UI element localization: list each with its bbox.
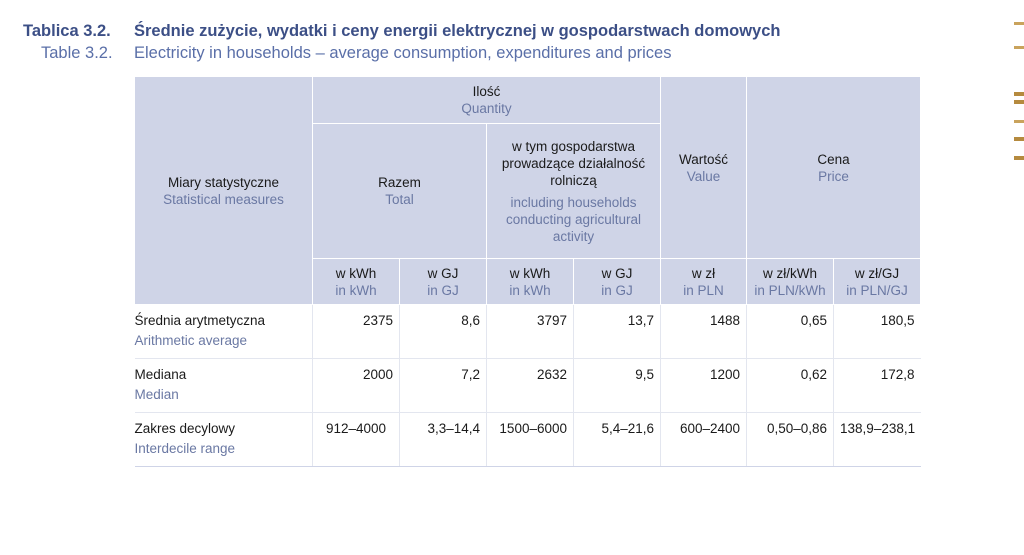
table-cell: 13,7: [574, 305, 661, 359]
unit-header: [400, 259, 487, 305]
unit-header: [834, 259, 921, 305]
unit-en: in PLN/kWh: [754, 282, 826, 298]
table-caption-en: Electricity in households – average consumption, expenditures and prices: [134, 44, 672, 62]
table-cell: 0,50–0,86: [747, 413, 834, 467]
header-farm-households: [487, 124, 661, 259]
table-cell: 2000: [313, 359, 400, 413]
header-price: [747, 77, 921, 259]
unit-pl: w zł/GJ: [854, 265, 900, 281]
header-price-en: Price: [818, 168, 849, 184]
unit-en: in GJ: [427, 282, 459, 298]
unit-pl: w kWh: [509, 265, 551, 281]
header-farm-pl: w tym gospodarstwa prowadzące działalność rolniczą: [501, 138, 646, 188]
table-row: [135, 305, 921, 359]
header-measures-pl: Miary statystyczne: [167, 174, 280, 190]
side-tab-marker: [1014, 92, 1024, 96]
side-tab-marker: [1014, 120, 1024, 123]
unit-header: [313, 259, 400, 305]
table-cell: 9,5: [574, 359, 661, 413]
header-total-en: Total: [385, 192, 414, 207]
row-label-pl: Zakres decylowy: [134, 421, 236, 436]
table-caption-pl: Średnie zużycie, wydatki i ceny energii elektrycznej w gospodarstwach domowych: [134, 22, 781, 40]
unit-pl: w GJ: [427, 265, 459, 281]
electricity-table: [134, 76, 921, 467]
unit-pl: w kWh: [335, 265, 377, 281]
row-label: [135, 413, 313, 467]
table-cell: 2632: [487, 359, 574, 413]
table-row: [135, 359, 921, 413]
table-cell: 1200: [661, 359, 747, 413]
table-cell: 138,9–238,1: [834, 413, 921, 467]
table-cell: 912–4000: [313, 413, 400, 467]
table-cell: 0,62: [747, 359, 834, 413]
table-cell: 2375: [313, 305, 400, 359]
row-label-pl: Średnia arytmetyczna: [134, 313, 266, 328]
unit-en: in kWh: [509, 282, 551, 298]
header-value: [661, 77, 747, 259]
unit-header: [747, 259, 834, 305]
table-cell: 0,65: [747, 305, 834, 359]
header-total: [313, 124, 487, 259]
header-farm-en: including households conducting agricultural activity: [505, 194, 642, 244]
header-measures-en: Statistical measures: [163, 191, 284, 207]
table-number-pl: Tablica 3.2.: [23, 22, 111, 40]
table-cell: 8,6: [400, 305, 487, 359]
header-price-pl: Cena: [817, 151, 850, 167]
side-tab-marker: [1014, 156, 1024, 160]
table-cell: 1488: [661, 305, 747, 359]
unit-header: [661, 259, 747, 305]
unit-header: [574, 259, 661, 305]
header-measures: [135, 77, 313, 305]
header-value-en: Value: [686, 168, 721, 184]
unit-pl: w zł: [691, 265, 716, 281]
table-cell: 600–2400: [661, 413, 747, 467]
table-cell: 7,2: [400, 359, 487, 413]
table-cell: 5,4–21,6: [574, 413, 661, 467]
table-cell: 3,3–14,4: [400, 413, 487, 467]
table-cell: 180,5: [834, 305, 921, 359]
row-label-en: Arithmetic average: [134, 333, 248, 348]
header-total-pl: Razem: [378, 175, 421, 190]
row-label: [135, 305, 313, 359]
row-label-en: Median: [134, 387, 179, 402]
table-cell: 3797: [487, 305, 574, 359]
row-label: [135, 359, 313, 413]
table-number-en: Table 3.2.: [41, 44, 113, 62]
header-quantity-pl: Ilość: [472, 84, 501, 99]
unit-en: in GJ: [601, 282, 633, 298]
header-value-pl: Wartość: [679, 151, 729, 167]
side-tab-marker: [1014, 137, 1024, 141]
unit-header: [487, 259, 574, 305]
unit-en: in PLN/GJ: [846, 282, 908, 298]
table-cell: 172,8: [834, 359, 921, 413]
unit-pl: w zł/kWh: [763, 265, 818, 281]
unit-pl: w GJ: [601, 265, 633, 281]
header-quantity: [313, 77, 661, 124]
unit-en: in kWh: [335, 282, 377, 298]
table-cell: 1500–6000: [487, 413, 574, 467]
table-row: [135, 413, 921, 467]
side-tab-marker: [1014, 100, 1024, 104]
row-label-en: Interdecile range: [134, 441, 236, 456]
side-tab-marker: [1014, 22, 1024, 25]
row-label-pl: Mediana: [134, 367, 187, 382]
unit-en: in PLN: [683, 282, 724, 298]
header-quantity-en: Quantity: [461, 101, 512, 116]
side-tab-marker: [1014, 46, 1024, 49]
